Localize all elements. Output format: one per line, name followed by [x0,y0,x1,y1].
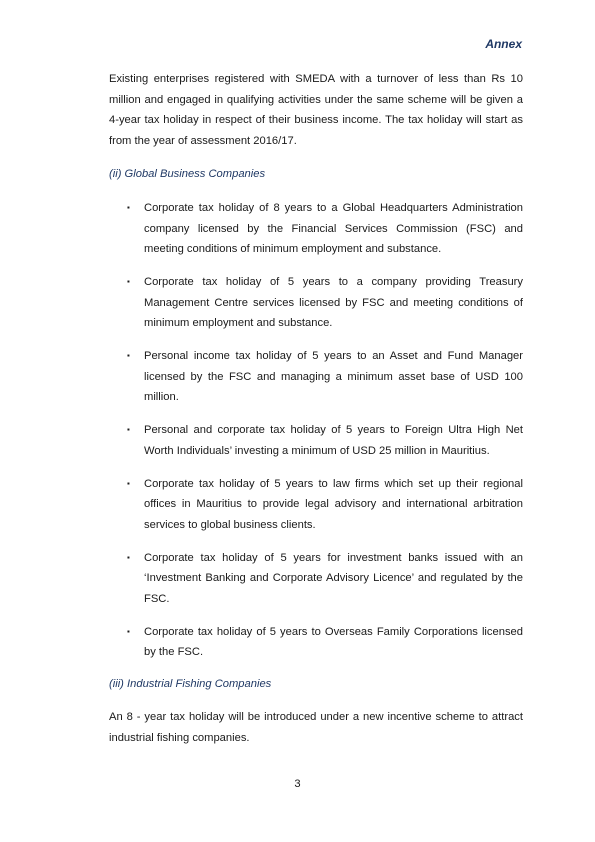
list-item [109,622,523,663]
bullet-square-icon: ▪ [127,351,130,360]
intro-paragraph: Existing enterprises registered with SMEDA with a turnover of less than Rs 10 million and engaged in qualifying activities under the same scheme will be given a 4-year tax holiday in respect of their business income. The tax holiday will start as from the year of assessment 2016/17. [109,73,523,147]
bullet-square-icon: ▪ [127,552,130,562]
list-item-text: Corporate tax holiday of 5 years for investment banks issued with an ‘Investment Banking and Corporate Advisory Licence’ and regulated by the FSC. [144,551,523,605]
list-item-text: Corporate tax holiday of 8 years to a Global Headquarters Administration company licensed by the Financial Services Commission (FSC) and meeting conditions of minimum employment and substance. [144,202,523,255]
list-item [109,548,523,610]
list-item-text: Corporate tax holiday of 5 years to law firms which set up their regional offices in Mauritius to provide legal advisory and international arbitration services to global business clients. [144,477,523,531]
bullet-square-icon: ▪ [127,277,130,286]
bullet-square-icon: ▪ [127,478,130,488]
list-item-text: Personal and corporate tax holiday of 5 years to Foreign Ultra High Net Worth Individuals’ investing a minimum of USD 25 million in Mauritius. [144,424,523,457]
global-business-bullet-list [109,198,523,675]
list-item-text: Corporate tax holiday of 5 years to Overseas Family Corporations licensed by the FSC. [144,625,523,658]
bullet-square-icon: ▪ [127,626,130,636]
industrial-fishing-paragraph: An 8 - year tax holiday will be introduced under a new incentive scheme to attract industrial fishing companies. [109,711,523,744]
bullet-square-icon: ▪ [127,425,130,434]
list-item [109,346,523,408]
list-item [109,198,523,260]
section-iii-heading: (iii) Industrial Fishing Companies [109,678,272,690]
list-item-text: Corporate tax holiday of 5 years to a company providing Treasury Management Centre services licensed by FSC and meeting conditions of minimum employment and substance. [144,276,523,329]
page-number: 3 [294,778,301,790]
list-item-text: Personal income tax holiday of 5 years to an Asset and Fund Manager licensed by the FSC and managing a minimum asset base of USD 100 million. [144,350,523,403]
list-item [109,474,523,536]
list-item [109,420,523,461]
list-item [109,272,523,334]
section-ii-heading: (ii) Global Business Companies [109,168,266,180]
bullet-square-icon: ▪ [127,203,130,212]
annex-header-label: Annex [485,37,522,51]
